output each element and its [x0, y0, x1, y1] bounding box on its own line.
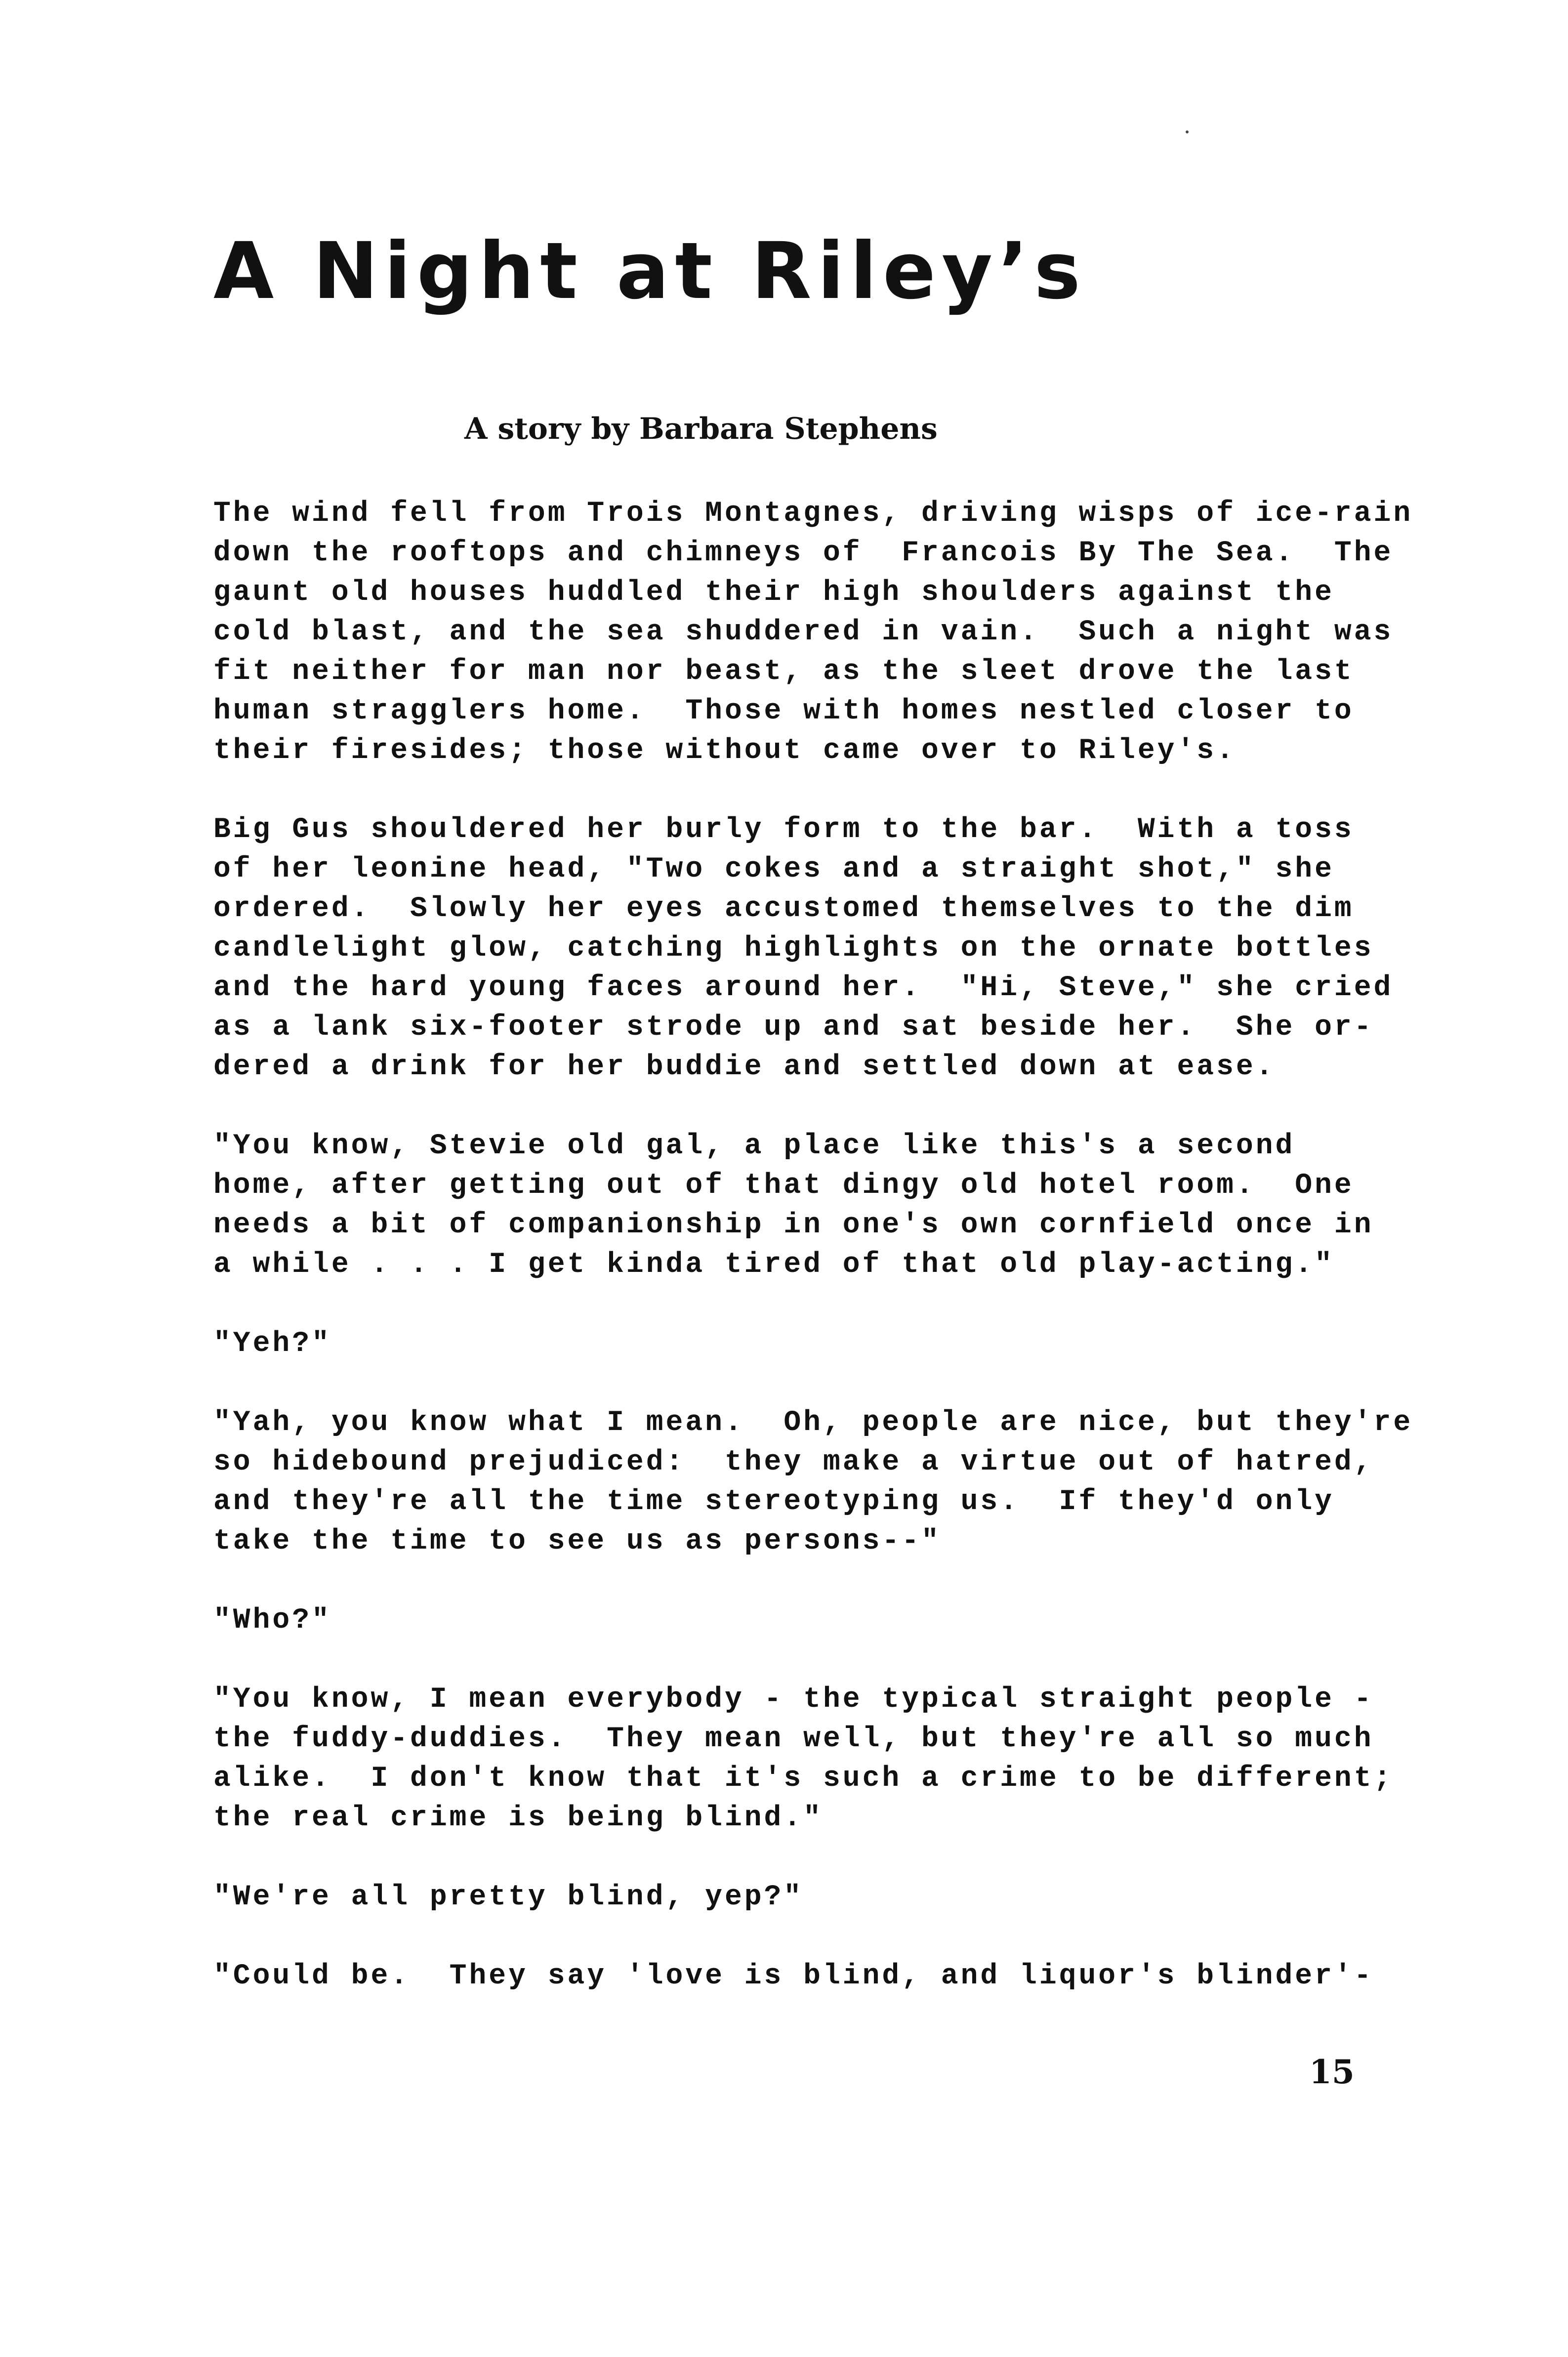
paragraph-2	[213, 810, 1394, 1087]
text-line: cold blast, and the sea shuddered in vain. Such a night was	[213, 616, 1394, 648]
paragraph-9	[213, 1957, 1374, 1996]
text-line: candlelight glow, catching highlights on the ornate bottles	[213, 932, 1374, 965]
byline: A story by Barbara Stephens	[464, 412, 938, 446]
text-line: "You know, Stevie old gal, a place like this's a second	[213, 1130, 1295, 1162]
paragraph-3	[213, 1127, 1374, 1285]
page-number: 15	[1309, 2053, 1355, 2091]
text-line: the real crime is being blind."	[213, 1802, 823, 1834]
paragraph-1	[213, 494, 1413, 771]
text-line: human stragglers home. Those with homes nestled closer to	[213, 695, 1354, 727]
text-line: a while . . . I get kinda tired of that old play-acting."	[213, 1249, 1334, 1281]
text-line: needs a bit of companionship in one's own cornfield once in	[213, 1209, 1374, 1241]
text-line: and the hard young faces around her. "Hi, Steve," she cried	[213, 972, 1394, 1004]
text-line: as a lank six-footer strode up and sat beside her. She or-	[213, 1011, 1374, 1044]
paragraph-7	[213, 1680, 1394, 1838]
text-line: the fuddy-duddies. They mean well, but they're all so much	[213, 1723, 1374, 1755]
text-line: alike. I don't know that it's such a crime to be different;	[213, 1763, 1394, 1795]
paragraph-4	[213, 1324, 1350, 1364]
text-line: their firesides; those without came over to Riley's.	[213, 735, 1236, 767]
paragraph-5	[213, 1403, 1413, 1561]
text-line: and they're all the time stereotyping us. If they'd only	[213, 1486, 1334, 1518]
text-line: The wind fell from Trois Montagnes, driving wisps of ice-rain	[213, 498, 1413, 530]
text-line: fit neither for man nor beast, as the sleet drove the last	[213, 656, 1354, 688]
text-line: ordered. Slowly her eyes accustomed themselves to the dim	[213, 893, 1354, 925]
text-line: home, after getting out of that dingy old hotel room. One	[213, 1170, 1354, 1202]
paragraph-6	[213, 1601, 1350, 1641]
text-line: "Yah, you know what I mean. Oh, people are nice, but they're	[213, 1407, 1413, 1439]
text-line: take the time to see us as persons--"	[213, 1525, 941, 1557]
text-line: dered a drink for her buddie and settled down at ease.	[213, 1051, 1276, 1083]
story-title: A Night at Riley’s	[213, 226, 1087, 317]
text-line: Big Gus shouldered her burly form to the bar. With a toss	[213, 814, 1354, 846]
text-line: of her leonine head, "Two cokes and a straight shot," she	[213, 853, 1334, 885]
story-body	[213, 494, 1413, 2036]
paragraph-8	[213, 1878, 1350, 1917]
text-line: so hidebound prejudiced: they make a virtue out of hatred,	[213, 1446, 1374, 1478]
text-line: down the rooftops and chimneys of Francois By The Sea. The	[213, 537, 1394, 569]
text-line: "Could be. They say 'love is blind, and liquor's blinder'-	[213, 1960, 1374, 1992]
text-line: "Yeh?"	[213, 1328, 331, 1360]
text-line: "You know, I mean everybody - the typical straight people -	[213, 1684, 1374, 1716]
text-line: gaunt old houses huddled their high shoulders against the	[213, 577, 1334, 609]
text-line: "Who?"	[213, 1604, 331, 1637]
text-line: "We're all pretty blind, yep?"	[213, 1881, 804, 1913]
ink-speck	[1186, 130, 1189, 133]
